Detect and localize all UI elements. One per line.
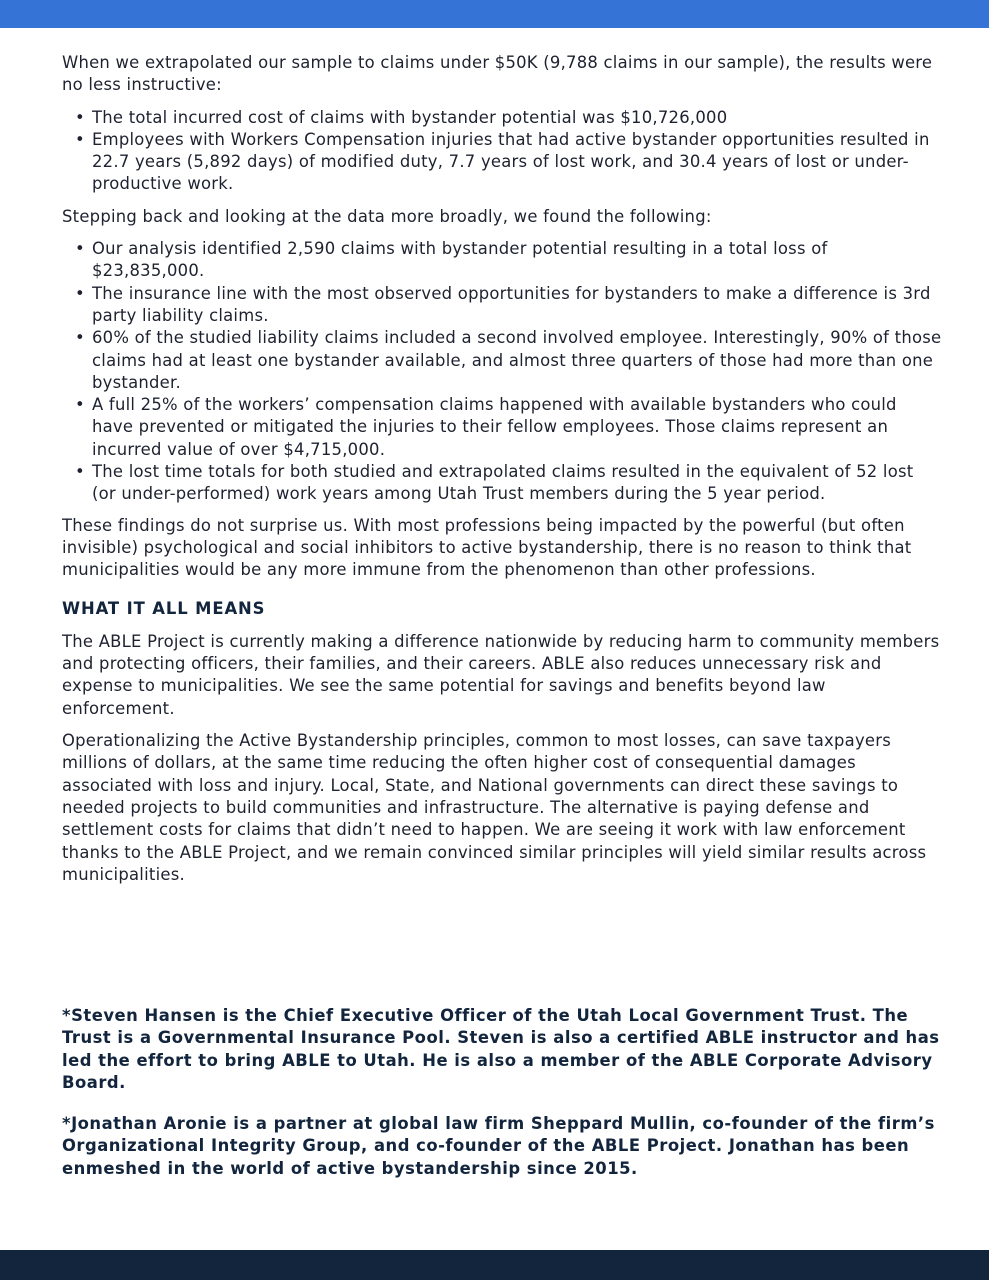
findings-paragraph: These findings do not surprise us. With most professions being impacted by the powerful (but often invisible) psychological and social inhibitors to active bystandership, there is no reason to think that municipalities would be any more immune from the phenomenon than other professions. xyxy=(62,515,912,580)
top-accent-bar xyxy=(0,0,989,28)
means-paragraph-1: The ABLE Project is currently making a difference nationwide by reducing harm to community members and protecting officers, their families, and their careers. ABLE also reduces unnecessary risk and expense to municipalities. We see the same potential for savings and benefits beyond law enforcement. xyxy=(62,631,940,718)
author-bio-steven-hansen: *Steven Hansen is the Chief Executive Officer of the Utah Local Government Trust. The Trust is a Governmental Insurance Pool. Steven is also a certified ABLE instructor and has led the effort to bring ABLE to Utah. He is also a member of the ABLE Corporate Advisory Board. xyxy=(62,1006,940,1092)
under-50k-list xyxy=(62,107,942,196)
section-heading: WHAT IT ALL MEANS xyxy=(62,598,266,618)
author-bio-jonathan-aronie: *Jonathan Aronie is a partner at global law firm Sheppard Mullin, co-founder of the firm’s Organizational Integrity Group, and co-founder of the ABLE Project. Jonathan has been enmeshed in the world of active bystandership since 2015. xyxy=(62,1114,935,1178)
list-item: • Our analysis identified 2,590 claims with bystander potential resulting in a total loss of $23,835,000. xyxy=(92,238,942,283)
intro-broad: Stepping back and looking at the data more broadly, we found the following: xyxy=(62,206,712,226)
list-item: • A full 25% of the workers’ compensation claims happened with available bystanders who could have prevented or mitigated the injuries to their fellow employees. Those claims represent an incurred value of over $4,715,000. xyxy=(92,394,942,461)
intro-under-50k: When we extrapolated our sample to claims under $50K (9,788 claims in our sample), the results were no less instructive: xyxy=(62,53,933,95)
bottom-accent-bar xyxy=(0,1250,989,1280)
list-item: • 60% of the studied liability claims included a second involved employee. Interestingly, 90% of those claims had at least one bystander available, and almost three quarters of those had more than one bystander. xyxy=(92,327,942,394)
list-item: • The total incurred cost of claims with bystander potential was $10,726,000 xyxy=(92,107,942,129)
broad-findings-list xyxy=(62,238,942,506)
list-item: • The insurance line with the most observed opportunities for bystanders to make a difference is 3rd party liability claims. xyxy=(92,283,942,328)
list-item: • The lost time totals for both studied and extrapolated claims resulted in the equivalent of 52 lost (or under-performed) work years among Utah Trust members during the 5 year period. xyxy=(92,461,942,506)
list-item: • Employees with Workers Compensation injuries that had active bystander opportunities resulted in 22.7 years (5,892 days) of modified duty, 7.7 years of lost work, and 30.4 years of lost or under-productive work. xyxy=(92,129,942,196)
article-body xyxy=(62,52,942,896)
means-paragraph-2: Operationalizing the Active Bystandership principles, common to most losses, can save taxpayers millions of dollars, at the same time reducing the often higher cost of consequential damages associated with loss and injury. Local, State, and National governments can direct these savings to needed projects to build communities and infrastructure. The alternative is paying defense and settlement costs for claims that didn’t need to happen. We are seeing it work with law enforcement thanks to the ABLE Project, and we remain convinced similar principles will yield similar results across municipalities. xyxy=(62,731,927,884)
